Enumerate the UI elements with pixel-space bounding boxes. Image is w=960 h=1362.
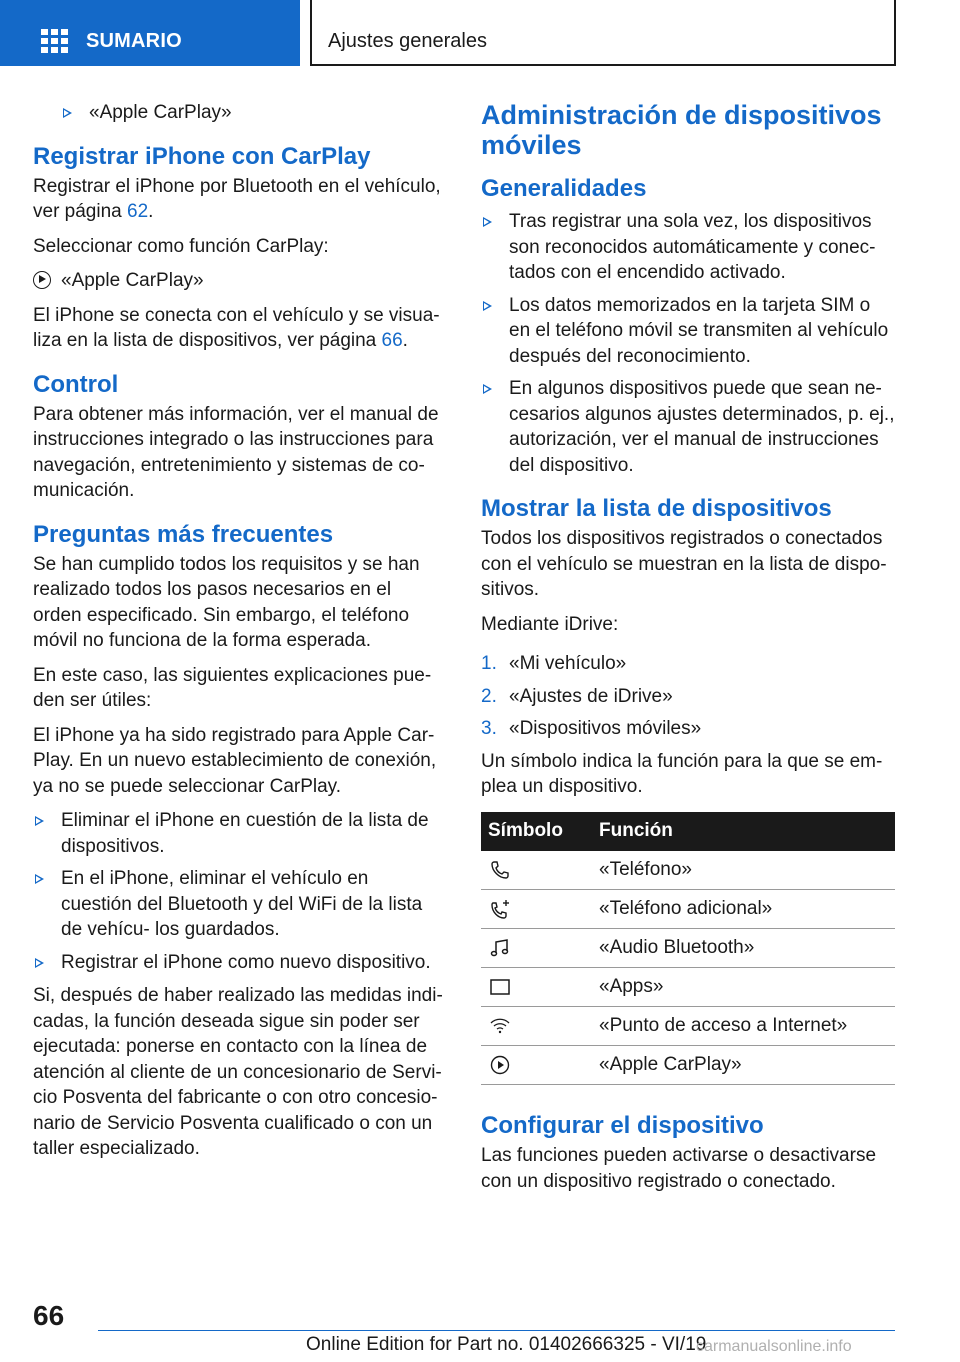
triangle-bullet-icon bbox=[483, 217, 492, 227]
paragraph-simbolo: Un símbolo indica la función para la que se em‐ plea un dispositivo. bbox=[481, 750, 883, 797]
section-title: Ajustes generales bbox=[328, 30, 487, 52]
column-header-symbol: Símbolo bbox=[481, 812, 591, 851]
paragraph-control: Para obtener más información, ver el manual de instrucciones integrado o las instrucciones para navegación, entretenimiento y sistemas de co‐ municación. bbox=[33, 403, 439, 501]
list-item: Eliminar el iPhone en cuestión de la lista de dispositivos. bbox=[33, 808, 443, 859]
paragraph-caso: En este caso, las siguientes explicaciones pue‐ den ser útiles: bbox=[33, 664, 432, 711]
heading-registrar: Registrar iPhone con CarPlay bbox=[33, 142, 371, 170]
paragraph-mediante: Mediante iDrive: bbox=[481, 613, 619, 635]
carplay-icon bbox=[489, 1054, 511, 1076]
heading-admin: Administración de dispositivos móviles bbox=[481, 100, 882, 160]
idrive-steps bbox=[481, 651, 895, 742]
page-link-62[interactable]: 62 bbox=[127, 201, 149, 222]
table-row: «Teléfono» bbox=[481, 851, 895, 890]
carplay-icon bbox=[33, 271, 51, 289]
symbol-table bbox=[481, 812, 895, 1086]
triangle-bullet-icon bbox=[35, 958, 44, 968]
paragraph-seleccionar: Seleccionar como función CarPlay: bbox=[33, 235, 329, 257]
list-item: Tras registrar una sola vez, los dispositivos son reconocidos automáticamente y conec‐ tados con el encendido activado. bbox=[481, 209, 895, 286]
generalidades-bullet-list bbox=[481, 209, 895, 478]
heading-configurar: Configurar el dispositivo bbox=[481, 1112, 764, 1139]
heading-generalidades: Generalidades bbox=[481, 175, 647, 202]
table-row: «Apps» bbox=[481, 968, 895, 1007]
paragraph-todos: Todos los dispositivos registrados o conectados con el vehículo se muestran en la lista de dispo‐ sitivos. bbox=[481, 528, 887, 600]
heading-preguntas: Preguntas más frecuentes bbox=[33, 520, 334, 548]
triangle-bullet-icon bbox=[483, 384, 492, 394]
paragraph-configurar: Las funciones pueden activarse o desactivarse con un dispositivo registrado o conectado. bbox=[481, 1145, 877, 1192]
apps-square-icon bbox=[489, 976, 511, 998]
grid-menu-icon bbox=[41, 29, 67, 53]
heading-control: Control bbox=[33, 370, 119, 398]
top-bullet-list bbox=[33, 100, 443, 126]
list-item: En algunos dispositivos puede que sean ne‐ cesarios algunos ajustes determinados, p. ej., autorización, ver el manual de instrucciones del dispositivo. bbox=[481, 376, 895, 478]
triangle-bullet-icon bbox=[35, 874, 44, 884]
left-column bbox=[33, 100, 443, 1171]
paragraph-conecta: El iPhone se conecta con el vehículo y se visua‐ liza en la lista de dispositivos, ver página 66. bbox=[33, 304, 440, 351]
faq-bullet-list bbox=[33, 808, 443, 975]
sumario-button[interactable] bbox=[0, 0, 300, 66]
footer-divider bbox=[98, 1330, 895, 1331]
paragraph-final: Si, después de haber realizado las medidas indi‐ cadas, la función deseada sigue sin poder ser ejecutada: ponerse en contacto con la línea de atención al cliente de un concesionario de Servi‐ cio Posventa del fabricante o con otro concesio‐ nario de Servicio Posventa cualificado o con un taller especializado. bbox=[33, 985, 443, 1159]
triangle-bullet-icon bbox=[35, 816, 44, 826]
table-row: «Punto de acceso a Internet» bbox=[481, 1007, 895, 1046]
phone-additional-icon bbox=[489, 898, 511, 920]
phone-icon bbox=[489, 859, 511, 881]
list-item: En el iPhone, eliminar el vehículo en cuestión del Bluetooth y del WiFi de la lista de vehícu‐ los guardados. bbox=[33, 866, 443, 943]
page-number: 66 bbox=[33, 1300, 65, 1331]
list-item: 2. «Ajustes de iDrive» bbox=[481, 685, 673, 707]
list-item: 1. «Mi vehículo» bbox=[481, 653, 627, 674]
table-row: «Audio Bluetooth» bbox=[481, 929, 895, 968]
sumario-label: SUMARIO bbox=[86, 30, 182, 52]
page-link-66[interactable]: 66 bbox=[381, 330, 403, 351]
list-item: 3. «Dispositivos móviles» bbox=[481, 718, 702, 739]
heading-mostrar: Mostrar la lista de dispositivos bbox=[481, 495, 832, 522]
right-column bbox=[481, 100, 895, 1203]
wifi-hotspot-icon bbox=[489, 1015, 511, 1037]
table-row: «Teléfono adicional» bbox=[481, 890, 895, 929]
footer-edition: Online Edition for Part no. 01402666325 - VI/19 bbox=[306, 1334, 707, 1355]
paragraph-cumplido: Se han cumplido todos los requisitos y se han realizado todos los pasos necesarios en el orden especificado. Sin embargo, el teléfono móvil no funciona de la forma esperada. bbox=[33, 553, 420, 651]
section-header bbox=[310, 0, 896, 66]
column-header-function: Función bbox=[591, 812, 895, 851]
list-item: «Apple CarPlay» bbox=[33, 100, 443, 126]
carplay-line: «Apple CarPlay» bbox=[33, 268, 443, 294]
watermark: carmanualsonline.info bbox=[696, 1338, 852, 1355]
music-note-icon bbox=[489, 937, 511, 959]
paragraph-registrar: Registrar el iPhone por Bluetooth en el vehículo, ver página 62. bbox=[33, 175, 441, 222]
triangle-bullet-icon bbox=[63, 108, 72, 118]
list-item: Registrar el iPhone como nuevo dispositivo. bbox=[33, 950, 443, 976]
paragraph-registrado: El iPhone ya ha sido registrado para Apple Car‐ Play. En un nuevo establecimiento de conexión, ya no se puede seleccionar CarPlay. bbox=[33, 724, 437, 797]
list-item: Los datos memorizados en la tarjeta SIM o en el teléfono móvil se transmiten al vehículo después del reconocimiento. bbox=[481, 293, 895, 370]
table-row: «Apple CarPlay» bbox=[481, 1046, 895, 1085]
triangle-bullet-icon bbox=[483, 301, 492, 311]
